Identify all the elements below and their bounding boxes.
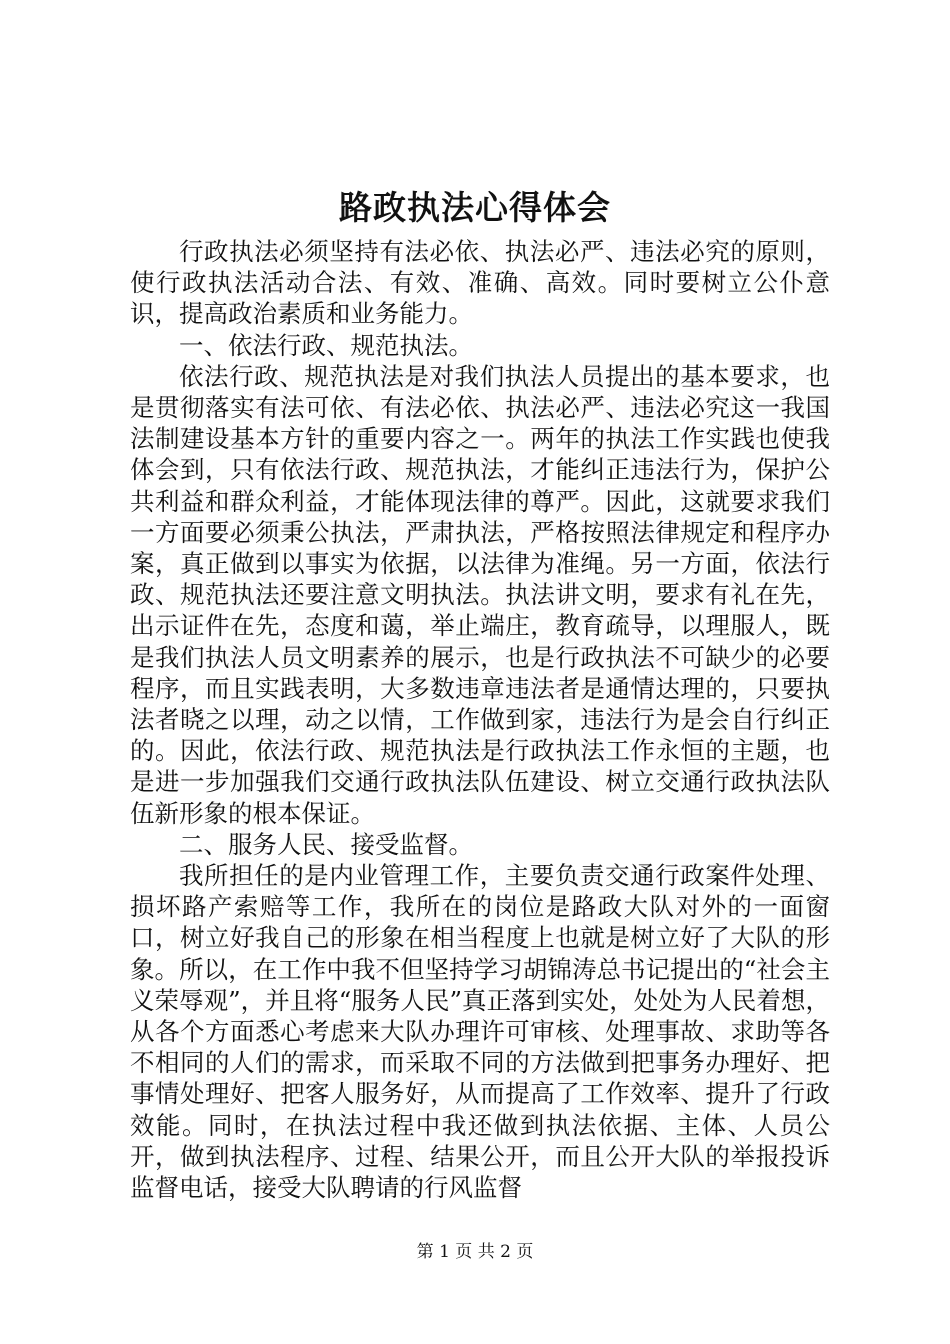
page-number-footer: 第 1 页 共 2 页 xyxy=(416,1242,534,1262)
paragraph-intro: 行政执法必须坚持有法必依、执法必严、违法必究的原则，使行政执法活动合法、有效、准确、高效。同时要树立公仆意识，提高政治素质和业务能力。 xyxy=(130,237,830,329)
paragraph-section-1: 依法行政、规范执法是对我们执法人员提出的基本要求，也是贯彻落实有法可依、有法必依、执法必严、违法必究这一我国法制建设基本方针的重要内容之一。两年的执法工作实践也使我体会到，只有依法行政、规范执法，才能纠正违法行为，保护公共利益和群众利益，才能体现法律的尊严。因此，这就要求我们一方面要必须秉公执法，严肃执法，严格按照法律规定和程序办案，真正做到以事实为依据，以法律为准绳。另一方面，依法行政、规范执法还要注意文明执法。执法讲文明，要求有礼在先，出示证件在先，态度和蔼，举止端庄，教育疏导，以理服人，既是我们执法人员文明素养的展示，也是行政执法不可缺少的必要程序，而且实践表明，大多数违章违法者是通情达理的，只要执法者晓之以理，动之以情，工作做到家，违法行为是会自行纠正的。因此，依法行政、规范执法是行政执法工作永恒的主题，也是进一步加强我们交通行政执法队伍建设、树立交通行政执法队伍新形象的根本保证。 xyxy=(130,361,830,828)
section-heading-2: 二、服务人民、接受监督。 xyxy=(179,829,473,859)
paragraph-section-2: 我所担任的是内业管理工作，主要负责交通行政案件处理、损坏路产索赔等工作，我所在的岗位是路政大队对外的一面窗口，树立好我自己的形象在相当程度上也就是树立好了大队的形象。所以，在工作中我不但坚持学习胡锦涛总书记提出的“社会主义荣辱观”，并且将“服务人民”真正落到实处，处处为人民着想，从各个方面悉心考虑来大队办理许可审核、处理事故、求助等各不相同的人们的需求，而采取不同的方法做到把事务办理好、把事情处理好、把客人服务好，从而提高了工作效率、提升了行政效能。同时，在执法过程中我还做到执法依据、主体、人员公开，做到执法程序、过程、结果公开，而且公开大队的举报投诉监督电话，接受大队聘请的行风监督 xyxy=(130,861,830,1203)
section-heading-1: 一、依法行政、规范执法。 xyxy=(179,330,473,360)
document-title: 路政执法心得体会 xyxy=(339,188,611,227)
document-body xyxy=(130,236,830,1203)
